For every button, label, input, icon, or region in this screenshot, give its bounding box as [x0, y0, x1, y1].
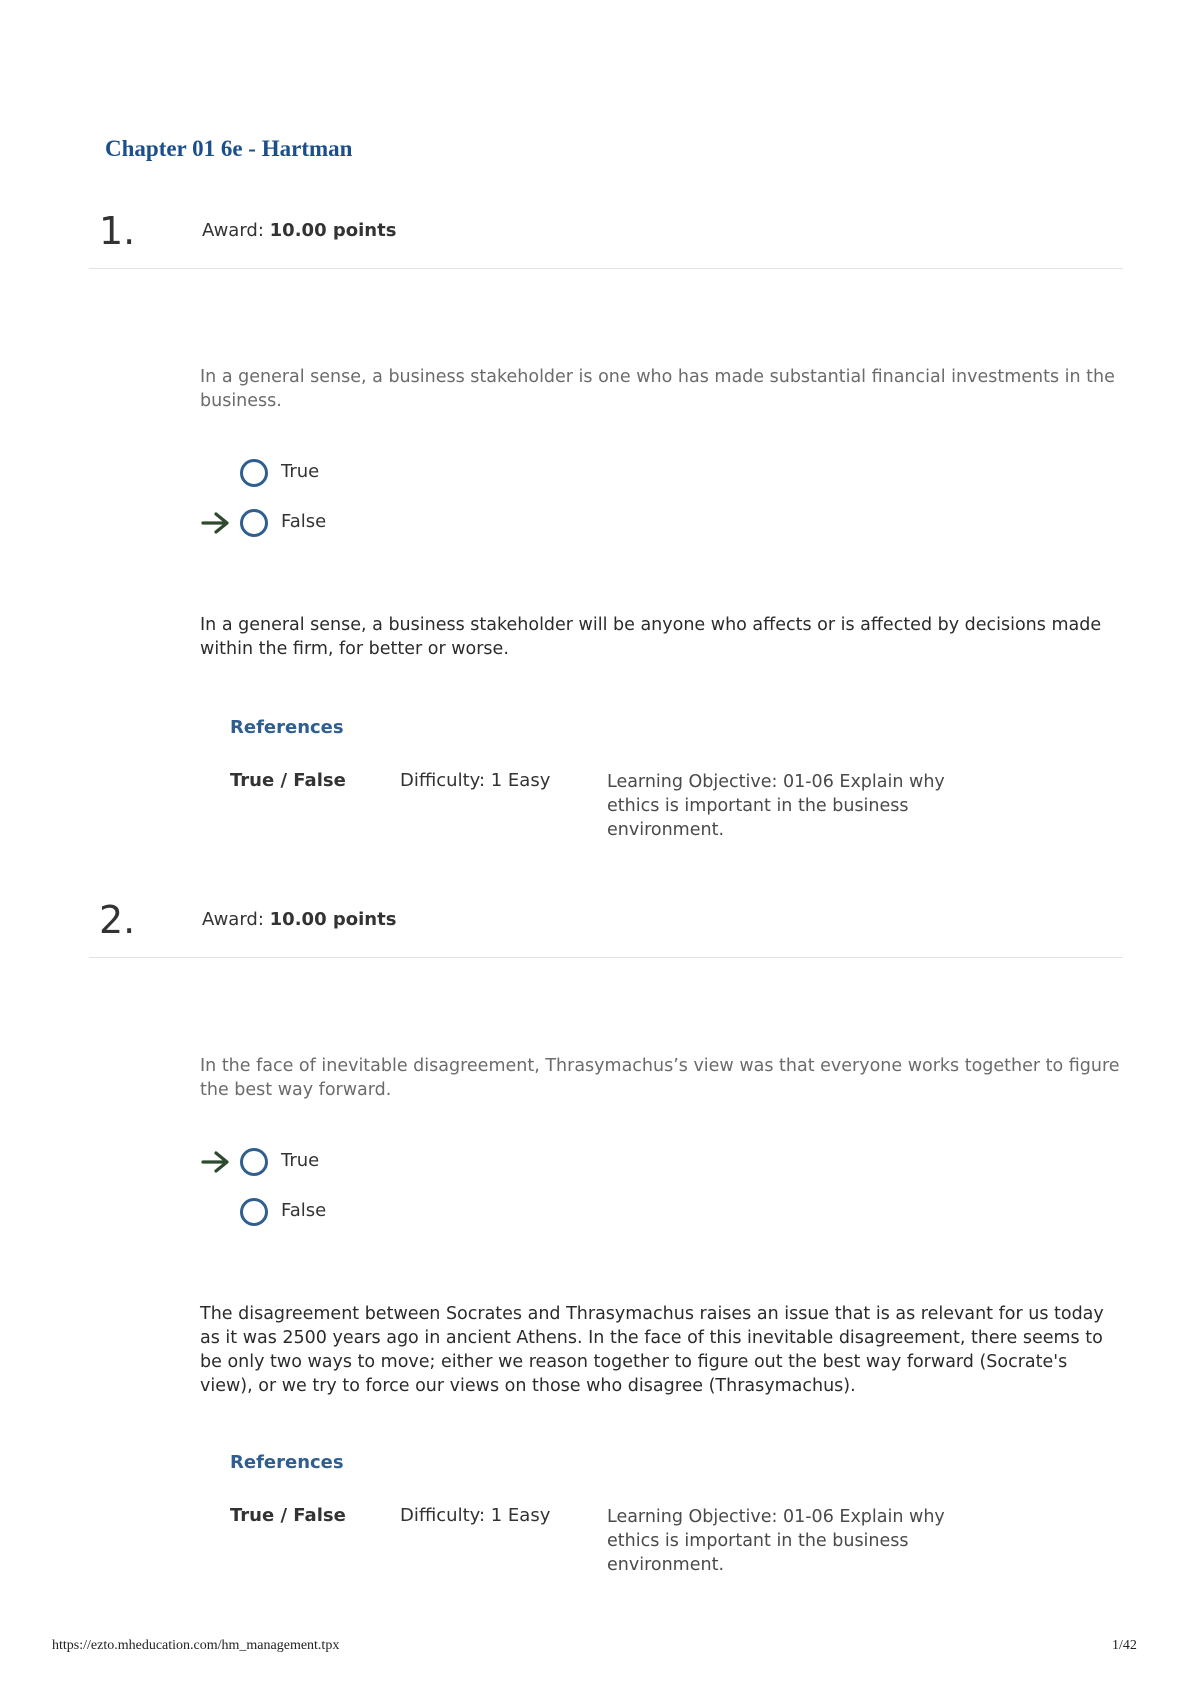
references-heading: References: [230, 1452, 344, 1473]
question-2: [0, 897, 1190, 1597]
explanation-text: In a general sense, a business stakeholder will be anyone who affects or is affected by decisions made within the firm, for better or worse.: [200, 615, 1102, 659]
award-value: 10.00 points: [269, 220, 397, 241]
reference-question-type: True / False: [230, 1505, 346, 1526]
question-1: [0, 208, 1190, 840]
option-label: True: [281, 461, 320, 482]
question-header: [89, 897, 1123, 958]
question-text: In the face of inevitable disagreement, Thrasymachus’s view was that everyone works together to figure the best way forward.: [200, 1056, 1120, 1100]
radio-button-icon[interactable]: [240, 1198, 268, 1226]
references-heading: References: [230, 717, 344, 738]
question-number: 2.: [99, 898, 136, 942]
reference-difficulty: Difficulty: 1 Easy: [400, 770, 551, 791]
award: [202, 909, 396, 930]
option-false[interactable]: [200, 1197, 500, 1227]
footer-url: https://ezto.mheducation.com/hm_management.tpx: [52, 1638, 340, 1653]
radio-button-icon[interactable]: [240, 509, 268, 537]
reference-question-type: True / False: [230, 770, 346, 791]
radio-button-icon[interactable]: [240, 459, 268, 487]
option-label: False: [281, 511, 327, 532]
question-number: 1.: [99, 209, 136, 253]
radio-button-icon[interactable]: [240, 1148, 268, 1176]
option-label: True: [281, 1150, 320, 1171]
option-label: False: [281, 1200, 327, 1221]
option-true[interactable]: [200, 458, 500, 488]
award-label: Award:: [202, 220, 264, 241]
reference-learning-objective: Learning Objective: 01-06 Explain why ethics is important in the business environment.: [607, 1507, 945, 1575]
question-text: In a general sense, a business stakeholder is one who has made substantial financial investments in the business.: [200, 367, 1115, 411]
option-true[interactable]: [200, 1147, 500, 1177]
option-false[interactable]: [200, 508, 500, 538]
award-value: 10.00 points: [269, 909, 397, 930]
reference-learning-objective: Learning Objective: 01-06 Explain why ethics is important in the business environment.: [607, 772, 945, 840]
page-number: 1/42: [1112, 1638, 1137, 1653]
reference-difficulty: Difficulty: 1 Easy: [400, 1505, 551, 1526]
explanation-text: The disagreement between Socrates and Thrasymachus raises an issue that is as relevant for us today as it was 2500 years ago in ancient Athens. In the face of this inevitable disagreement, there seems to be only two ways to move; either we reason together to figure out the best way forward (Socrate's view), or we try to force our views on those who disagree (Thrasymachus).: [200, 1304, 1104, 1396]
right-arrow-icon: [200, 511, 232, 535]
chapter-title: Chapter 01 6e - Hartman: [105, 136, 353, 161]
award: [202, 220, 396, 241]
award-label: Award:: [202, 909, 264, 930]
right-arrow-icon: [200, 1150, 232, 1174]
question-header: [89, 208, 1123, 269]
